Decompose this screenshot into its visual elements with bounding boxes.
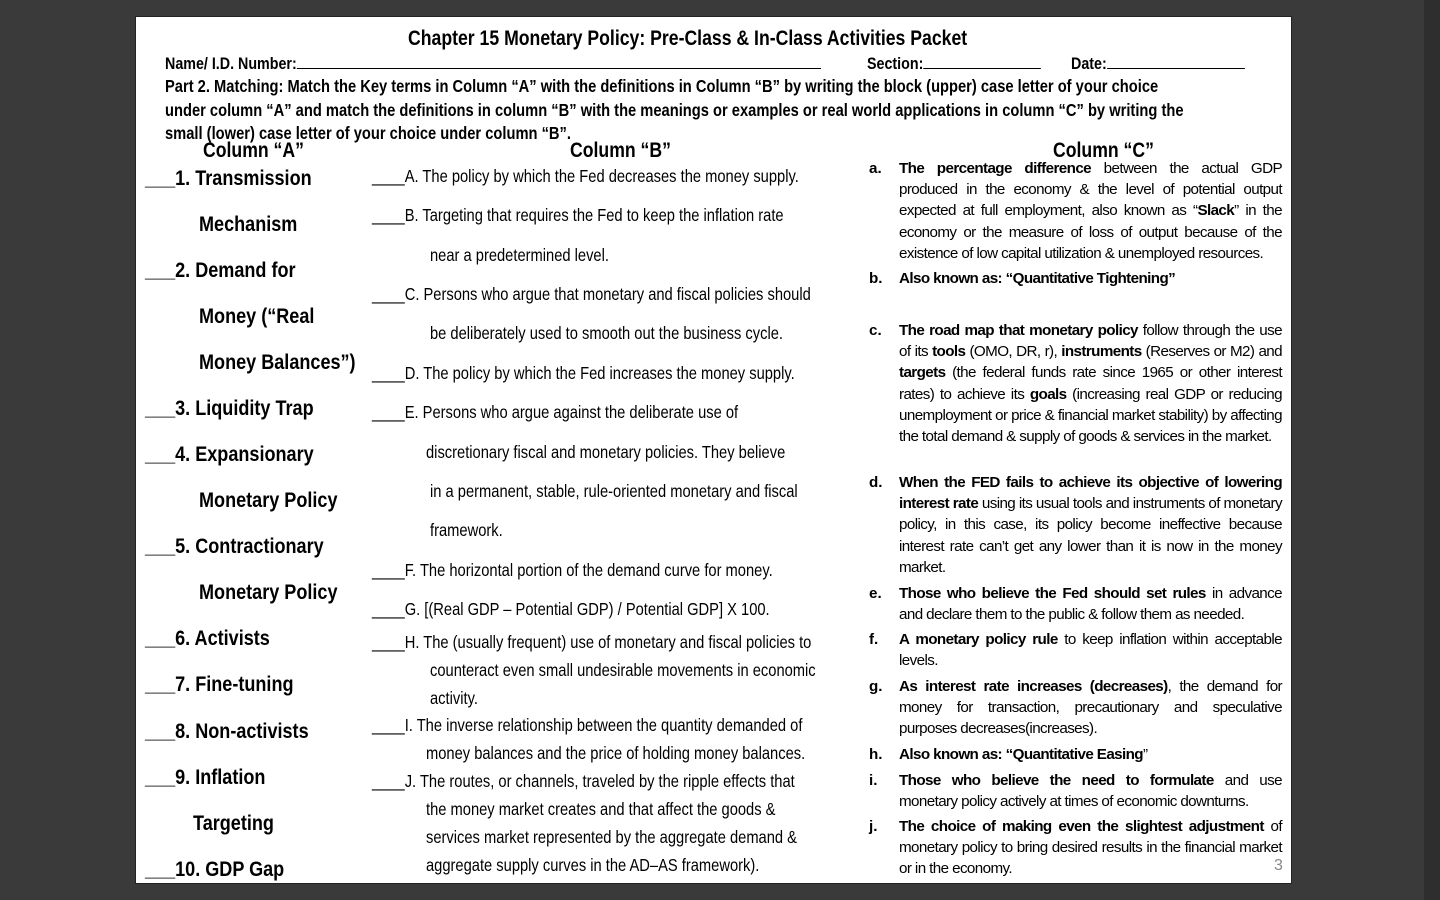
column-c-item [869,770,1282,812]
bold-text: targets [899,364,946,382]
bold-text: Those who believe the Fed should set rules [899,585,1206,602]
item-text [899,629,1282,671]
column-c-item [869,816,1282,880]
column-c-item [869,583,1282,625]
term-line: ___8. Non-activists [145,719,309,743]
text: to keep inflation within acceptable levels. [899,631,1282,670]
column-c-item [869,676,1282,740]
term-line: ___7. Fine-tuning [145,672,294,696]
item-letter: j. [869,818,878,835]
term-line: ___3. Liquidity Trap [145,396,314,420]
definition-line: be deliberately used to smooth out the business cycle. [430,323,784,343]
column-b-heading: Column “B” [570,139,671,162]
term-line: Monetary Policy [199,580,338,604]
item-letter: g. [869,678,883,695]
column-c-item [869,268,1282,289]
definition-line: near a predetermined level. [430,245,609,265]
column-c-item [869,158,1282,264]
item-text [899,158,1282,264]
term-line: Mechanism [199,212,298,236]
column-c-item [869,320,1282,447]
section-field: Section: [867,54,1074,74]
column-c-item [869,744,1282,765]
definition-line: framework. [430,520,503,540]
definition-line: services market represented by the aggregate demand & [426,827,797,847]
definition-line: activity. [430,688,478,708]
definition-line: ____C. Persons who argue that monetary and fiscal policies should [372,284,811,304]
page-number: 3 [1274,857,1283,874]
bold-text: Slack [1197,202,1235,220]
definition-line: counteract even small undesirable movements in economic [430,660,816,680]
definition-line: ____D. The policy by which the Fed increases the money supply. [372,363,795,383]
name-id-field: Name/ I.D. Number: [165,54,946,74]
column-c-heading: Column “C” [1053,139,1154,162]
text: ” [1143,746,1148,763]
bold-text: When the FED fails to achieve its objective of lowering interest rate [899,474,1282,513]
page-title: Chapter 15 Monetary Policy: Pre-Class & In-Class Activities Packet [408,27,968,50]
term-line: ___10. GDP Gap [145,857,285,881]
definition-line: aggregate supply curves in the AD–AS framework). [426,855,760,875]
column-c-item [869,472,1282,578]
term-line: Targeting [193,811,274,835]
bold-text: As interest rate increases (decreases) [899,678,1168,695]
text: ” in the economy or the measure of loss of output because of the existence of low capital utilization & unemployed resources. [899,202,1282,262]
item-text [899,268,1282,289]
bold-text: Also known as: “Quantitative Tightening” [899,270,1176,287]
bold-text: instruments [1061,343,1142,361]
definition-line: ____B. Targeting that requires the Fed to keep the inflation rate [372,205,784,225]
item-text [899,583,1282,625]
item-text [899,676,1282,740]
item-text [899,472,1282,578]
definition-line: ____I. The inverse relationship between the quantity demanded of [372,715,803,735]
term-line: ___5. Contractionary [145,534,324,558]
bold-text: Also known as: “Quantitative Easing [899,746,1143,763]
definition-line: ____F. The horizontal portion of the demand curve for money. [372,560,773,580]
text: in advance and declare them to the public & follow them as needed. [899,585,1282,624]
column-a-heading: Column “A” [203,139,304,162]
definition-line: in a permanent, stable, rule-oriented monetary and fiscal [430,481,798,501]
item-text [899,770,1282,812]
definition-line: the money market creates and that affect the goods & [426,799,776,819]
bold-text: A monetary policy rule [899,631,1058,648]
text: (OMO, DR, r), [965,343,1062,361]
bold-text: The road map that monetary policy [899,322,1138,339]
item-text [899,816,1282,880]
text: and use monetary policy actively at times of economic downturns. [899,772,1282,811]
text: (Reserves or M2) and [1141,343,1282,361]
instructions-line: under column “A” and match the definitions in column “B” with the meanings or examples or real world applications in column “C” by writing the [165,100,1184,120]
term-line: Monetary Policy [199,488,338,512]
item-letter: a. [869,160,882,177]
text: (increasing real GDP or reducing unemployment or price & financial market stability) by affecting the total demand & supply of goods & services in the market. [899,385,1282,446]
item-letter: i. [869,772,878,789]
definition-line: money balances and the price of holding money balances. [426,743,806,763]
text: of monetary policy to bring desired results in the financial market or in the economy. [899,818,1282,878]
bold-text: tools [932,343,966,361]
date-field: Date: [1071,54,1278,74]
definition-line: ____J. The routes, or channels, traveled by the ripple effects that [372,771,795,791]
instructions-line: Part 2. Matching: Match the Key terms in Column “A” with the definitions in Column “B” by writing the block (upper) case letter of your choice [165,76,1159,96]
term-line: Money Balances”) [199,350,356,374]
item-letter: d. [869,474,883,491]
definition-line: discretionary fiscal and monetary policies. They believe [426,442,786,462]
item-text [899,744,1282,765]
bold-text: The choice of making even the slightest adjustment [899,818,1264,835]
item-text [899,320,1282,447]
document-page [136,17,1291,883]
bold-text: The percentage difference [899,160,1092,177]
bold-text: Those who believe the need to formulate [899,772,1214,789]
item-letter: c. [869,322,882,339]
text: , the demand for money for transaction, precautionary and speculative purposes decreases(increases). [899,678,1283,738]
text: using its usual tools and instruments of monetary policy, in this case, its policy become ineffective because interest rate can’t get any lower than it is now in the money market. [899,495,1282,576]
definition-line: ____G. [(Real GDP – Potential GDP) / Potential GDP] X 100. [372,599,770,619]
text: between the actual GDP produced in the economy & the level of potential output expected at full employment, also known as “ [899,160,1282,220]
term-line: ___2. Demand for [145,258,296,282]
term-line: Money (“Real [199,304,315,328]
term-line: ___9. Inflation [145,765,266,789]
definition-line: ____H. The (usually frequent) use of monetary and fiscal policies to [372,632,812,652]
term-line: ___6. Activists [145,626,270,650]
bold-text: goals [1029,385,1067,403]
definition-line: ____E. Persons who argue against the deliberate use of [372,402,739,422]
term-line: ___1. Transmission [145,166,312,190]
date-blank [1107,54,1245,69]
term-line: ___4. Expansionary [145,442,314,466]
section-blank [923,54,1041,69]
name-blank [297,54,821,69]
item-letter: h. [869,746,883,763]
text: (the federal funds rate since 1965 or other interest rates) to achieve its [899,364,1282,403]
definition-line: ____A. The policy by which the Fed decreases the money supply. [372,166,799,186]
instructions-line: small (lower) case letter of your choice under column “B”. [165,123,571,143]
item-letter: f. [869,631,879,648]
viewer-scrollbar[interactable] [1424,0,1440,900]
text: follow through the use of its [899,322,1282,361]
item-letter: e. [869,585,882,602]
column-c-item [869,629,1282,671]
item-letter: b. [869,270,883,287]
